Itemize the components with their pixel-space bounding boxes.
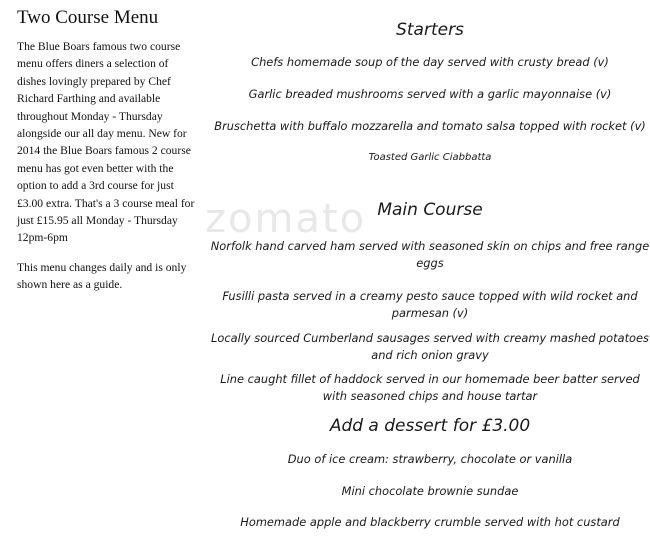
starter-item: Bruschetta with buffalo mozzarella and tomato salsa topped with rocket (v) (214, 119, 646, 133)
starter-item: Chefs homemade soup of the day served with crusty bread (v) (251, 55, 609, 69)
starter-item: Garlic breaded mushrooms served with a garlic mayonnaise (v) (248, 87, 612, 101)
main-course-heading: Main Course (377, 200, 483, 220)
starters-heading: Starters (396, 20, 464, 40)
main-course-item: Line caught fillet of haddock served in our homemade beer batter served with seasoned chips and house tartar (220, 372, 640, 403)
main-course-item: Norfolk hand carved ham served with seasoned skin on chips and free range eggs (210, 239, 650, 270)
menu-intro-panel (17, 6, 197, 294)
dessert-heading: Add a dessert for £3.00 (329, 416, 531, 436)
watermark-logo: zomato (205, 196, 367, 242)
main-course-item: Locally sourced Cumberland sausages served with creamy mashed potatoes and rich onion gravy (211, 331, 649, 362)
dessert-item: Duo of ice cream: strawberry, chocolate or vanilla (287, 452, 573, 466)
menu-description: The Blue Boars famous two course menu offers diners a selection of dishes lovingly prepared by Chef Richard Farthing and available throughout Monday - Thursday alongside our all day menu. New for 2014 the Blue Boars famous 2 course menu has got even better with the option to add a 3rd course for just £3.00 extra. That's a 3 course meal for just £15.95 all Monday - Thursday 12pm-6pm (17, 40, 195, 245)
dessert-item: Homemade apple and blackberry crumble served with hot custard (240, 515, 620, 529)
dessert-item: Mini chocolate brownie sundae (341, 484, 519, 498)
main-course-item: Fusilli pasta served in a creamy pesto sauce topped with wild rocket and parmesan (v) (222, 289, 638, 320)
menu-title: Two Course Menu (17, 7, 159, 28)
starter-item: Toasted Garlic Ciabbatta (368, 152, 492, 163)
menu-disclaimer: This menu changes daily and is only shown here as a guide. (17, 260, 187, 292)
